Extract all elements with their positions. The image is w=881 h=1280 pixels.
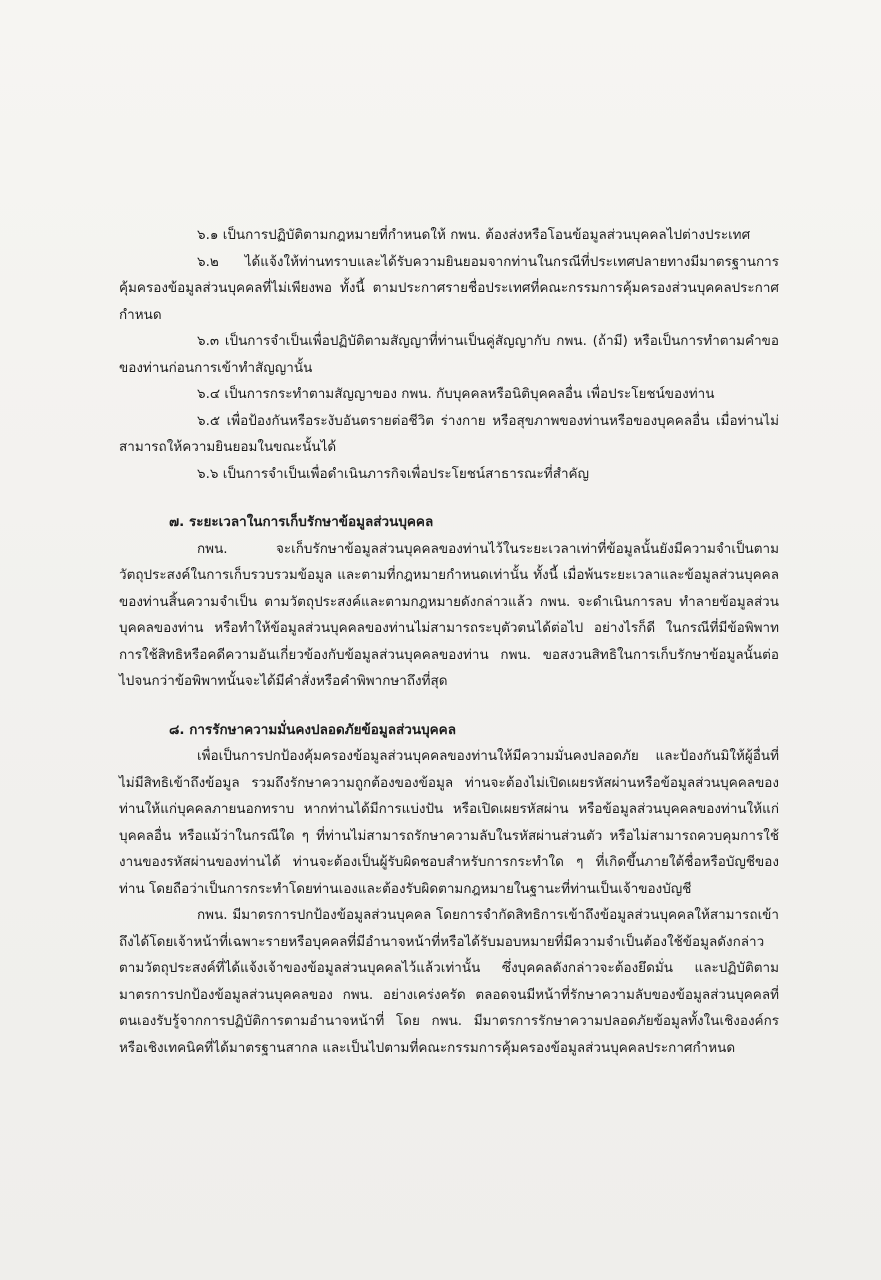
section6-item3: ๖.๓ เป็นการจำเป็นเพื่อปฏิบัติตามสัญญาที่ท่านเป็นคู่สัญญากับ กพน. (ถ้ามี) หรือเป็นการทำตามคำขอของท่านก่อนการเข้าทำสัญญานั้น bbox=[119, 333, 779, 376]
section8-paragraph-2: กพน. มีมาตรการปกป้องข้อมูลส่วนบุคคล โดยการจำกัดสิทธิการเข้าถึงข้อมูลส่วนบุคคลให้สามารถเข้าถึงได้โดยเจ้าหน้าที่เฉพาะรายหรือบุคคลที่มีอำนาจหน้าที่หรือได้รับมอบหมายที่มีความจำเป็นต้องใช้ข้อมูลดังกล่าวตามวัตถุประสงค์ที่ได้แจ้งเจ้าของข้อมูลส่วนบุคคลไว้แล้วเท่านั้น ซึ่งบุคคลดังกล่าวจะต้องยึดมั่น และปฏิบัติตามมาตรการปกป้องข้อมูลส่วนบุคคลของ กพน. อย่างเคร่งครัด ตลอดจนมีหน้าที่รักษาความลับของข้อมูลส่วนบุคคลที่ตนเองรับรู้จากการปฏิบัติการตามอำนาจหน้าที่ โดย กพน. มีมาตรการรักษาความปลอดภัยข้อมูลทั้งในเชิงองค์กรหรือเชิงเทคนิคที่ได้มาตรฐานสากล และเป็นไปตามที่คณะกรรมการคุ้มครองข้อมูลส่วนบุคคลประกาศกำหนด bbox=[119, 907, 779, 1056]
section7-paragraph: กพน. จะเก็บรักษาข้อมูลส่วนบุคคลของท่านไว้ในระยะเวลาเท่าที่ข้อมูลนั้นยังมีความจำเป็นตามวัตถุประสงค์ในการเก็บรวบรวมข้อมูล และตามที่กฎหมายกำหนดเท่านั้น ทั้งนี้ เมื่อพ้นระยะเวลาและข้อมูลส่วนบุคคลของท่านสิ้นความจำเป็น ตามวัตถุประสงค์และตามกฎหมายดังกล่าวแล้ว กพน. จะดำเนินการลบ ทำลายข้อมูลส่วนบุคคลของท่าน หรือทำให้ข้อมูลส่วนบุคคลของท่านไม่สามารถระบุตัวตนได้ต่อไป อย่างไรก็ดี ในกรณีที่มีข้อพิพาท การใช้สิทธิหรือคดีความอันเกี่ยวข้องกับข้อมูลส่วนบุคคลของท่าน กพน. ขอสงวนสิทธิในการเก็บรักษาข้อมูลนั้นต่อไปจนกว่าข้อพิพาทนั้นจะได้มีคำสั่งหรือคำพิพากษาถึงที่สุด bbox=[119, 540, 779, 689]
section6-item1: ๖.๑ เป็นการปฏิบัติตามกฎหมายที่กำหนดให้ กพน. ต้องส่งหรือโอนข้อมูลส่วนบุคคลไปต่างประเทศ bbox=[197, 227, 751, 243]
document-body bbox=[119, 222, 779, 1061]
section6-item5: ๖.๕ เพื่อป้องกันหรือระงับอันตรายต่อชีวิต ร่างกาย หรือสุขภาพของท่านหรือของบุคคลอื่น เมื่อท่านไม่สามารถให้ความยินยอมในขณะนั้นได้ bbox=[119, 412, 779, 455]
section8-paragraph-1: เพื่อเป็นการปกป้องคุ้มครองข้อมูลส่วนบุคคลของท่านให้มีความมั่นคงปลอดภัย และป้องกันมิให้ผู้อื่นที่ไม่มีสิทธิเข้าถึงข้อมูล รวมถึงรักษาความถูกต้องของข้อมูล ท่านจะต้องไม่เปิดเผยรหัสผ่านหรือข้อมูลส่วนบุคคลของท่านให้แก่บุคคลภายนอกทราบ หากท่านได้มีการแบ่งปัน หรือเปิดเผยรหัสผ่าน หรือข้อมูลส่วนบุคคลของท่านให้แก่บุคคลอื่น หรือแม้ว่าในกรณีใด ๆ ที่ท่านไม่สามารถรักษาความลับในรหัสผ่านส่วนตัว หรือไม่สามารถควบคุมการใช้งานของรหัสผ่านของท่านได้ ท่านจะต้องเป็นผู้รับผิดชอบสำหรับการกระทำใด ๆ ที่เกิดขึ้นภายใต้ชื่อหรือบัญชีของท่าน โดยถือว่าเป็นการกระทำโดยท่านเองและต้องรับผิดตามกฎหมายในฐานะที่ท่านเป็นเจ้าของบัญชี bbox=[119, 748, 779, 897]
section7-heading: ๗. ระยะเวลาในการเก็บรักษาข้อมูลส่วนบุคคล bbox=[169, 514, 434, 530]
section6-item4: ๖.๔ เป็นการกระทำตามสัญญาของ กพน. กับบุคคลหรือนิติบุคคลอื่น เพื่อประโยชน์ของท่าน bbox=[197, 386, 715, 402]
section8-heading: ๘. การรักษาความมั่นคงปลอดภัยข้อมูลส่วนบุคคล bbox=[169, 721, 456, 738]
section6-item2: ๖.๒ ได้แจ้งให้ท่านทราบและได้รับความยินยอมจากท่านในกรณีที่ประเทศปลายทางมีมาตรฐานการคุ้มครองข้อมูลส่วนบุคคลที่ไม่เพียงพอ ทั้งนี้ ตามประกาศรายชื่อประเทศที่คณะกรรมการคุ้มครองส่วนบุคคลประกาศกำหนด bbox=[119, 253, 779, 323]
section6-item6: ๖.๖ เป็นการจำเป็นเพื่อดำเนินภารกิจเพื่อประโยชน์สาธารณะที่สำคัญ bbox=[197, 465, 590, 482]
